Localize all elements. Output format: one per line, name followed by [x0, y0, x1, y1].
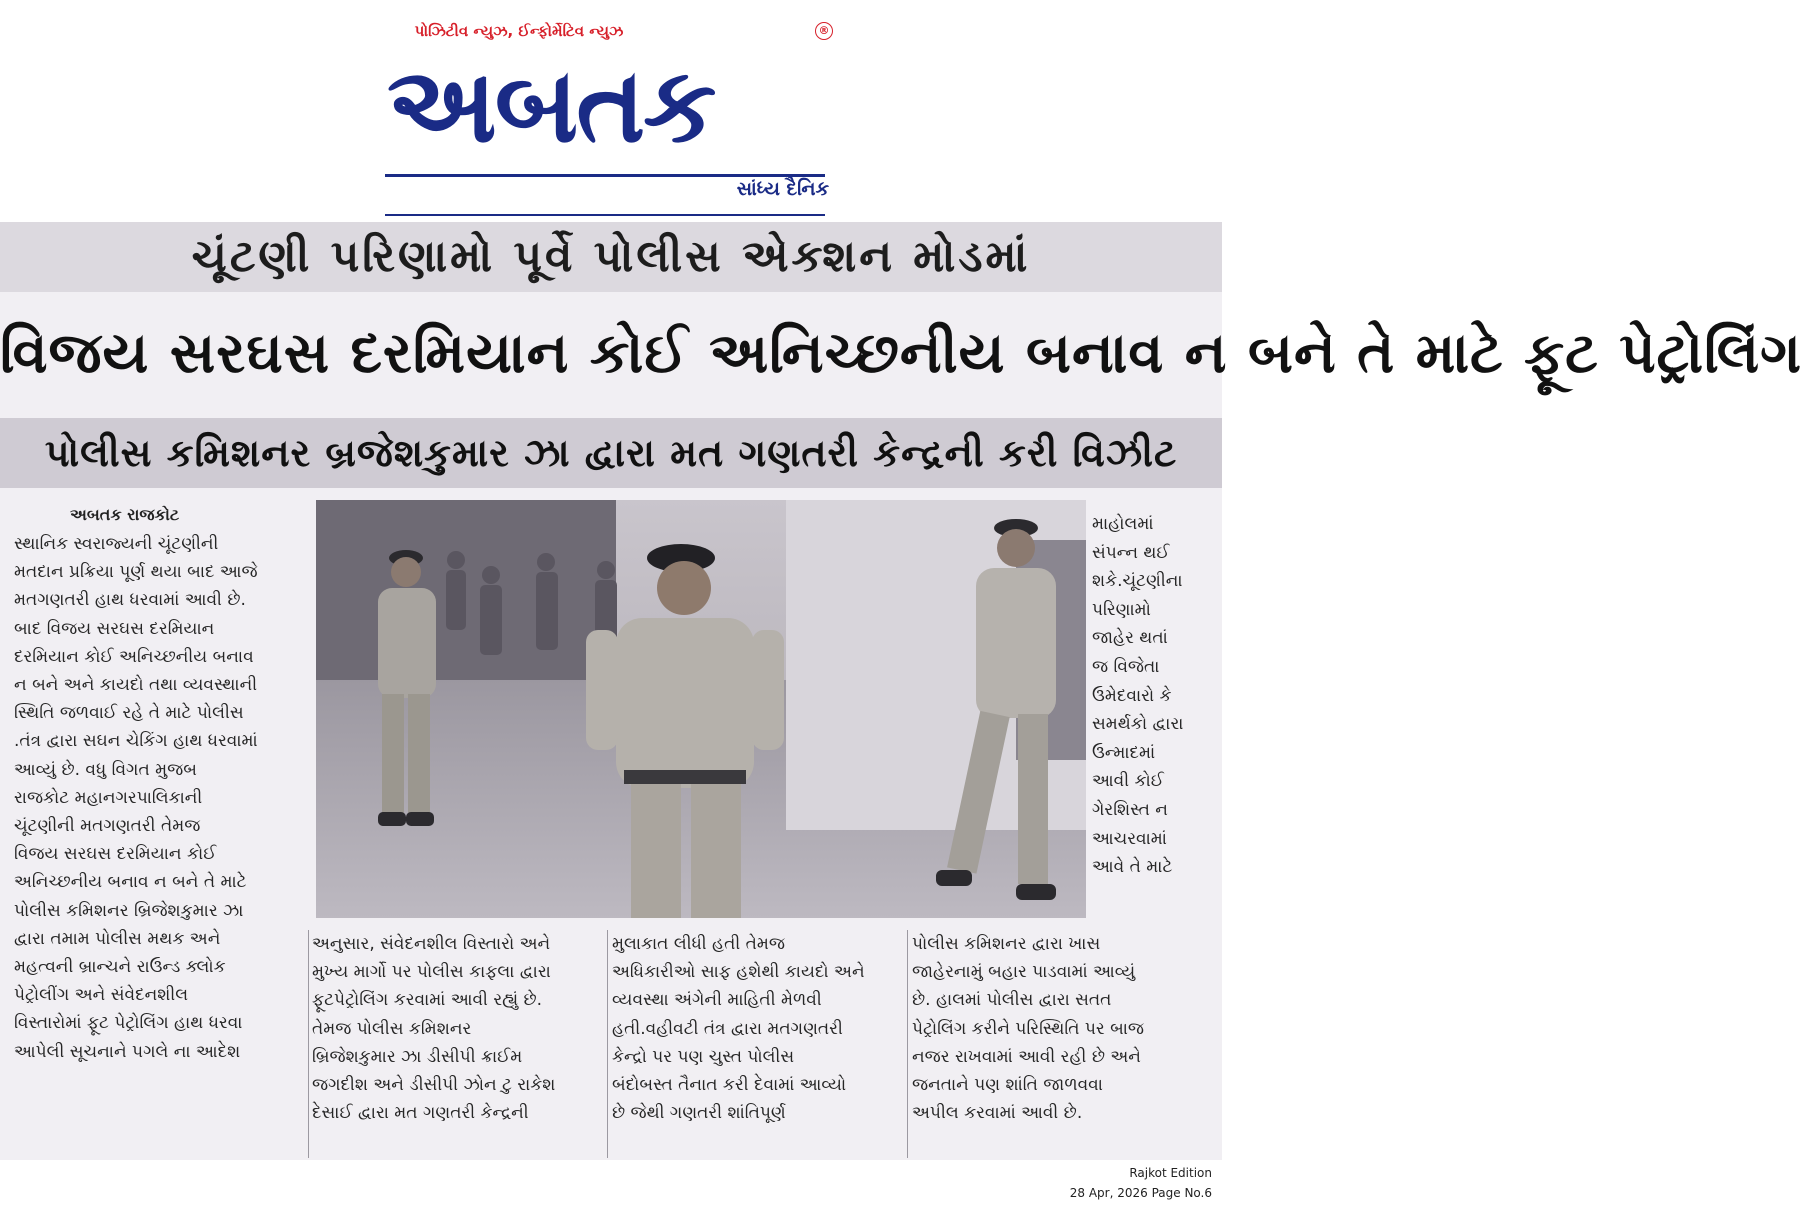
article-text-line: આવે તે માટે [1092, 857, 1173, 878]
article-byline: અબતક રાજકોટ [70, 505, 180, 524]
article-text-line: આપેલી સૂચનાને પગલે ના આદેશ [14, 1041, 241, 1062]
article-text-line: સ્થાનિક સ્વરાજ્યની ચૂંટણીની [14, 534, 219, 554]
article-text-line: ઉન્માદમાં [1092, 742, 1156, 763]
article-text-line: સ્થિતિ જળવાઈ રહે તે માટે પોલીસ [14, 703, 244, 724]
article-text-line: બાદ વિજય સરઘસ દરમિયાન [14, 618, 215, 639]
column-divider [308, 930, 309, 1158]
article-text-line: શકે.ચૂંટણીના [1092, 571, 1183, 592]
article-text-line: જગદીશ અને ડીસીપી ઝોન ટુ રાકેશ [312, 1075, 556, 1096]
article-text-line: મતદાન પ્રક્રિયા પૂર્ણ થયા બાદ આજે [14, 562, 258, 583]
article-text-line: દ્વારા તમામ પોલીસ મથક અને [14, 928, 221, 949]
article-text-line: મહત્વની બ્રાન્ચને રાઉન્ડ ક્લોક [14, 957, 226, 978]
registered-mark: ® [815, 22, 833, 40]
column-divider [607, 930, 608, 1158]
article-text-line: મુલાકાત લીધી હતી તેમજ [612, 934, 786, 954]
article-text-line: જાહેરનામું બહાર પાડવામાં આવ્યું [912, 962, 1136, 983]
footer-edition: Rajkot Edition [1129, 1166, 1212, 1180]
masthead [385, 18, 835, 204]
article-text-line: અનિચ્છનીય બનાવ ન બને તે માટે [14, 872, 247, 893]
article-text-line: મુખ્ય માર્ગો પર પોલીસ કાફલા દ્વારા [312, 962, 551, 983]
masthead-tagline: પોઝિટીવ ન્યુઝ, ઈન્ફોર્મેટિવ ન્યુઝ [414, 22, 624, 40]
article-text-line: અધિકારીઓ સાફ હશેથી કાયદો અને [612, 962, 865, 983]
article-column-1 [14, 530, 304, 1160]
article-text-line: દરમિયાન કોઈ અનિચ્છનીય બનાવ [14, 646, 254, 667]
article-text-line: વિજય સરઘસ દરમિયાન કોઈ [14, 844, 217, 865]
article-text-line: દેસાઈ દ્વારા મત ગણતરી કેન્દ્રની [312, 1103, 529, 1124]
article-text-line: આવ્યું છે. વધુ વિગત મુજબ [14, 759, 197, 780]
article-text-line: બંદોબસ્ત તૈનાત કરી દેવામાં આવ્યો [612, 1075, 847, 1096]
article-text-line: માહોલમાં [1092, 514, 1154, 534]
article-subheadline: પોલીસ કમિશનર બ્રજેશકુમાર ઝા દ્વારા મત ગણતરી કેન્દ્રની કરી વિઝીટ [44, 431, 1178, 475]
article-text-line: પોલીસ કમિશનર દ્વારા ખાસ [912, 934, 1101, 954]
masthead-edition-name: સાંધ્ય દૈનિક [736, 178, 829, 200]
masthead-rule-bottom [385, 214, 825, 216]
article-text-line: કેન્દ્રો પર પણ ચુસ્ત પોલીસ [612, 1046, 795, 1067]
article-text-line: વિસ્તારોમાં ફૂટ પેટ્રોલિંગ હાથ ધરવા [14, 1013, 243, 1034]
article-text-line: રાજકોટ મહાનગરપાલિકાની [14, 787, 203, 808]
article-text-line: પેટ્રોલિંગ કરીને પરિસ્થિતિ પર બાજ [912, 1018, 1145, 1039]
article-text-line: છે. હાલમાં પોલીસ દ્વારા સતત [912, 990, 1112, 1011]
article-text-line: ચૂંટણીની મતગણતરી તેમજ [14, 816, 201, 837]
article-kicker: ચૂંટણી પરિણામો પૂર્વે પોલીસ એક્શન મોડમાં [0, 222, 1222, 292]
article-text-line: જનતાને પણ શાંતિ જાળવવા [912, 1075, 1103, 1096]
article-text-line: ઉમેદવારો કે [1092, 685, 1172, 706]
subheadline-band [0, 418, 1222, 488]
article-text-line: વ્યવસ્થા અંગેની માહિતી મેળવી [612, 990, 822, 1011]
article-text-line: આચરવામાં [1092, 828, 1167, 849]
article-text-line: ફૂટપેટ્રોલિંગ કરવામાં આવી રહ્યું છે. [312, 990, 543, 1011]
article-column-2 [312, 930, 604, 1160]
article-text-line: મતગણતરી હાથ ધરવામાં આવી છે. [14, 590, 246, 611]
article-text-line: તેમજ પોલીસ કમિશનર [312, 1018, 472, 1039]
masthead-rule [385, 174, 825, 177]
article-text-line: હતી.વહીવટી તંત્ર દ્વારા મતગણતરી [612, 1018, 843, 1039]
article-column-4 [912, 930, 1212, 1160]
article-text-line: છે જેથી ગણતરી શાંતિપૂર્ણ [612, 1103, 786, 1124]
newspaper-logo: અબતક [387, 44, 715, 166]
article-text-line: .તંત્ર દ્વારા સઘન ચેકિંગ હાથ ધરવામાં [14, 731, 258, 752]
article-text-line: ન બને અને કાયદો તથા વ્યવસ્થાની [14, 675, 258, 696]
article-text-line: પેટ્રોલીંગ અને સંવેદનશીલ [14, 985, 189, 1006]
article-text-line: આવી કોઈ [1092, 771, 1164, 792]
article-text-line: નજર રાખવામાં આવી રહી છે અને [912, 1046, 1141, 1067]
article-text-line: જાહેર થતાં [1092, 628, 1168, 649]
article-text-line: સંપન્ન થઈ [1092, 542, 1170, 563]
footer-date-page: 28 Apr, 2026 Page No.6 [1069, 1186, 1212, 1200]
article-text-line: પોલીસ કમિશનર બ્રિજેશકુમાર ઝા [14, 900, 244, 921]
article-text-line: સમર્થકો દ્વારા [1092, 714, 1184, 735]
article-text-line: અપીલ કરવામાં આવી છે. [912, 1103, 1083, 1124]
column-divider [907, 930, 908, 1158]
article-headline: વિજય સરઘસ દરમિયાન કોઈ અનિચ્છનીય બનાવ ન બને તે માટે ફૂટ પેટ્રોલિંગ [0, 321, 1802, 386]
article-text-line: ગેરશિસ્ત ન [1092, 799, 1168, 820]
article-photo [316, 500, 1086, 918]
news-clipping [0, 222, 1802, 1160]
article-column-3 [612, 930, 904, 1160]
article-text-line: પરિણામો [1092, 599, 1151, 620]
article-text-line: જ વિજેતા [1092, 656, 1160, 677]
article-column-side [1092, 510, 1208, 920]
article-text-line: બ્રિજેશકુમાર ઝા ડીસીપી ક્રાઈમ [312, 1046, 523, 1067]
police-patrol-photo [316, 500, 1086, 918]
article-text-line: અનુસાર, સંવેદનશીલ વિસ્તારો અને [312, 934, 551, 954]
